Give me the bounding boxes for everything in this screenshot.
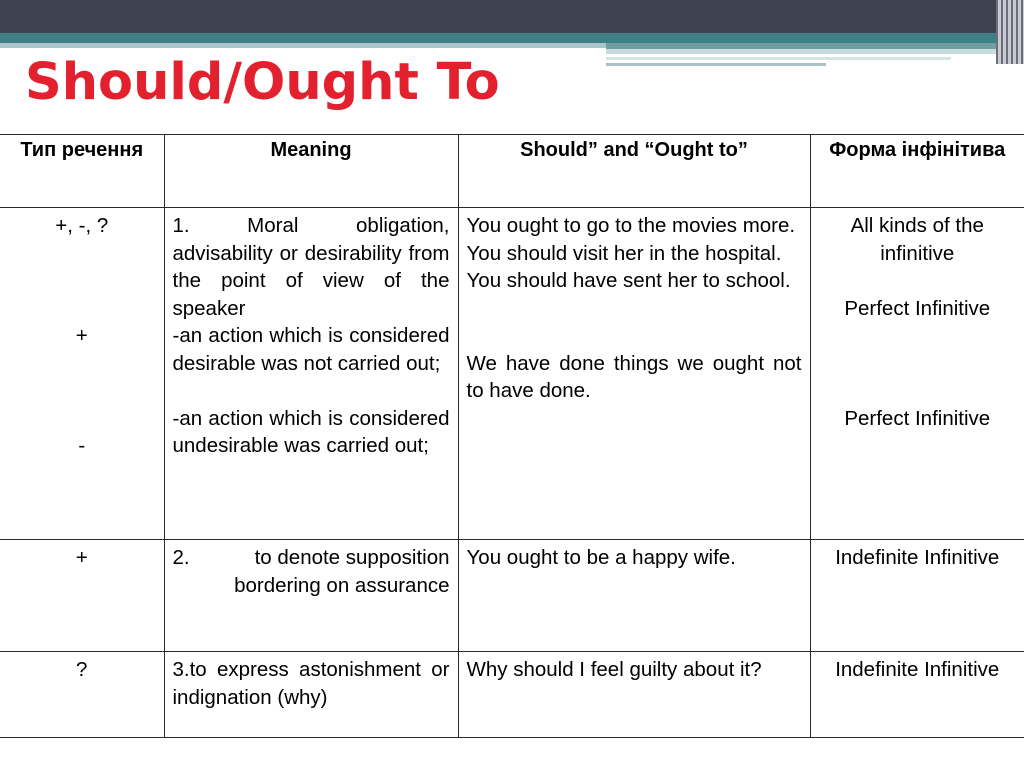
grammar-table (0, 134, 1024, 738)
header-band-light (0, 43, 606, 48)
form-text: Indefinite Infinitive (835, 658, 1000, 681)
form-cell (810, 208, 1024, 540)
form-cell (810, 652, 1024, 738)
meaning-text: to denote supposition bordering on assurance (234, 546, 450, 597)
table-row (0, 208, 1024, 540)
type-cell (0, 540, 164, 652)
header-meaning: Meaning (164, 135, 458, 208)
type-cell (0, 652, 164, 738)
type-value: + (75, 546, 88, 569)
example-text: Why should I feel guilty about it? (466, 658, 762, 681)
header-band-teal (0, 33, 1024, 43)
header-band-pale (606, 49, 1006, 54)
form-text: Perfect Infinitive (844, 296, 991, 320)
form-cell (810, 540, 1024, 652)
header-line-thin (606, 57, 951, 60)
form-text: Indefinite Infinitive (835, 546, 1000, 569)
meaning-number: 2. (172, 546, 190, 569)
example-cell (458, 208, 810, 540)
example-text: You ought to be a happy wife. (466, 546, 736, 569)
header-examples: Should” and “Ought to” (458, 135, 810, 208)
table-header-row (0, 135, 1024, 208)
header-sentence-type: Тип речення (0, 135, 164, 208)
meaning-text: -an action which is considered undesirable was carried out; (172, 406, 450, 457)
type-value: + (75, 324, 88, 347)
form-text: All kinds of the infinitive (850, 214, 984, 265)
meaning-text: -an action which is considered desirable was not carried out; (172, 324, 450, 375)
example-text: We have done things we ought not to have done. (466, 351, 802, 402)
type-value: ? (76, 658, 88, 681)
header-stripes-decoration (996, 0, 1024, 64)
example-cell (458, 652, 810, 738)
meaning-cell (164, 208, 458, 540)
meaning-text: 1. Moral obligation, advisability or desirability from the point of view of the speaker (172, 214, 450, 320)
example-text: You ought to go to the movies more. (466, 214, 796, 237)
type-value: +, -, ? (55, 214, 109, 237)
form-text: Perfect Infinitive (844, 406, 991, 430)
type-cell (0, 208, 164, 540)
header-line-thin-short (606, 63, 826, 66)
meaning-cell (164, 652, 458, 738)
header-infinitive-form: Форма інфінітива (810, 135, 1024, 208)
example-text: You should have sent her to school. (466, 269, 791, 292)
table-row (0, 652, 1024, 738)
table-row (0, 540, 1024, 652)
slide-title: Should/Ought To (25, 53, 500, 112)
header-band-dark (0, 0, 1024, 33)
example-text: You should visit her in the hospital. (466, 241, 782, 265)
meaning-text: 3.to express astonishment or indignation (why) (172, 658, 450, 709)
type-value: - (78, 434, 86, 457)
meaning-cell (164, 540, 458, 652)
example-cell (458, 540, 810, 652)
